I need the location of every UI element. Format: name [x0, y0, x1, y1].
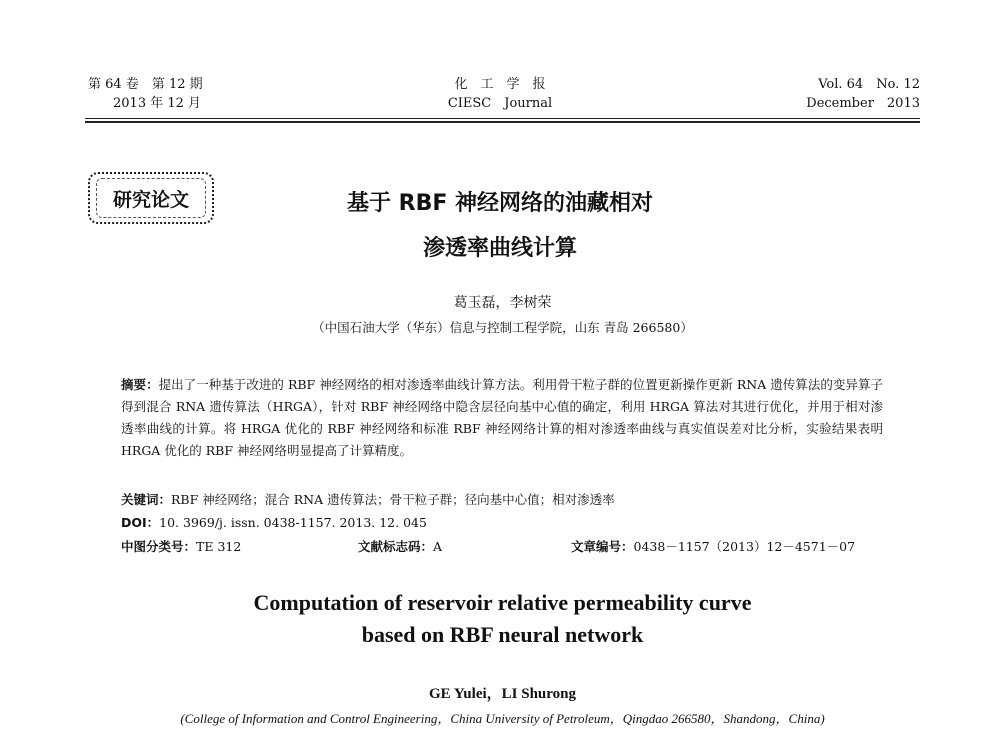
date-en: December 2013 — [806, 96, 920, 111]
volume-issue-en: Vol. 64 No. 12 — [818, 77, 920, 92]
title-en-line2: based on RBF neural network — [361, 622, 644, 647]
date-cn: 2013 年 12 月 — [113, 96, 202, 111]
clc-field — [121, 537, 241, 557]
research-paper-badge — [88, 172, 214, 224]
doc-code-label: 文献标志码： — [358, 539, 434, 554]
volume-issue-cn: 第 64 卷 第 12 期 — [88, 77, 203, 92]
authors-en: GE Yulei，LI Shurong — [428, 686, 576, 702]
header-rule-top — [85, 118, 920, 119]
title-en-line1: Computation of reservoir relative permeability curve — [253, 590, 752, 615]
abstract-cn — [121, 374, 883, 462]
abstract-label: 摘要： — [121, 377, 159, 392]
title-cn-line1: 基于 RBF 神经网络的油藏相对 — [346, 191, 654, 216]
doc-code-value: A — [433, 539, 443, 554]
abstract-text: 提出了一种基于改进的 RBF 神经网络的相对渗透率曲线计算方法。利用骨干粒子群的位置更新操作更新 RNA 遗传算法的变异算子得到混合 RNA 遗传算法（HRGA），针对 RBF 神经网络中隐含层径向基中心值的确定，利用 HRGA 算法对其进行优化，并用于相对渗透率曲线的计算。将 HRGA 优化的 RBF 神经网络和标准 RBF 神经网络计算的相对渗透率曲线与真实值误差对比分析，实验结果表明 HRGA 优化的 RBF 神经网络明显提高了计算精度。 — [121, 377, 883, 458]
authors-cn: 葛玉磊，李树荣 — [453, 295, 552, 311]
article-number-value: 0438－1157（2013）12－4571－07 — [633, 539, 856, 554]
journal-name-cn: 化 工 学 报 — [454, 77, 546, 92]
doi-line — [121, 512, 883, 534]
doi-value: 10. 3969/j. issn. 0438-1157. 2013. 12. 045 — [159, 515, 427, 530]
affiliation-cn: （中国石油大学（华东）信息与控制工程学院，山东 青岛 266580） — [312, 320, 693, 335]
clc-label: 中图分类号： — [121, 539, 197, 554]
keywords-text: RBF 神经网络；混合 RNA 遗传算法；骨干粒子群；径向基中心值；相对渗透率 — [171, 492, 615, 507]
keywords-cn — [121, 489, 883, 511]
badge-label: 研究论文 — [112, 188, 189, 211]
affiliation-en: (College of Information and Control Engineering，China University of Petroleum，Qingdao 266580，Shandong，China) — [180, 711, 825, 726]
article-number-label: 文章编号： — [571, 539, 634, 554]
journal-name-en: CIESC Journal — [447, 96, 553, 111]
doc-code-field — [358, 537, 442, 557]
keywords-label: 关键词： — [121, 492, 172, 507]
title-cn-line2: 渗透率曲线计算 — [422, 236, 577, 261]
article-number-field — [571, 537, 855, 557]
clc-value: TE 312 — [196, 539, 242, 554]
doi-label: DOI： — [121, 515, 160, 530]
header-rule-bottom — [85, 121, 920, 123]
